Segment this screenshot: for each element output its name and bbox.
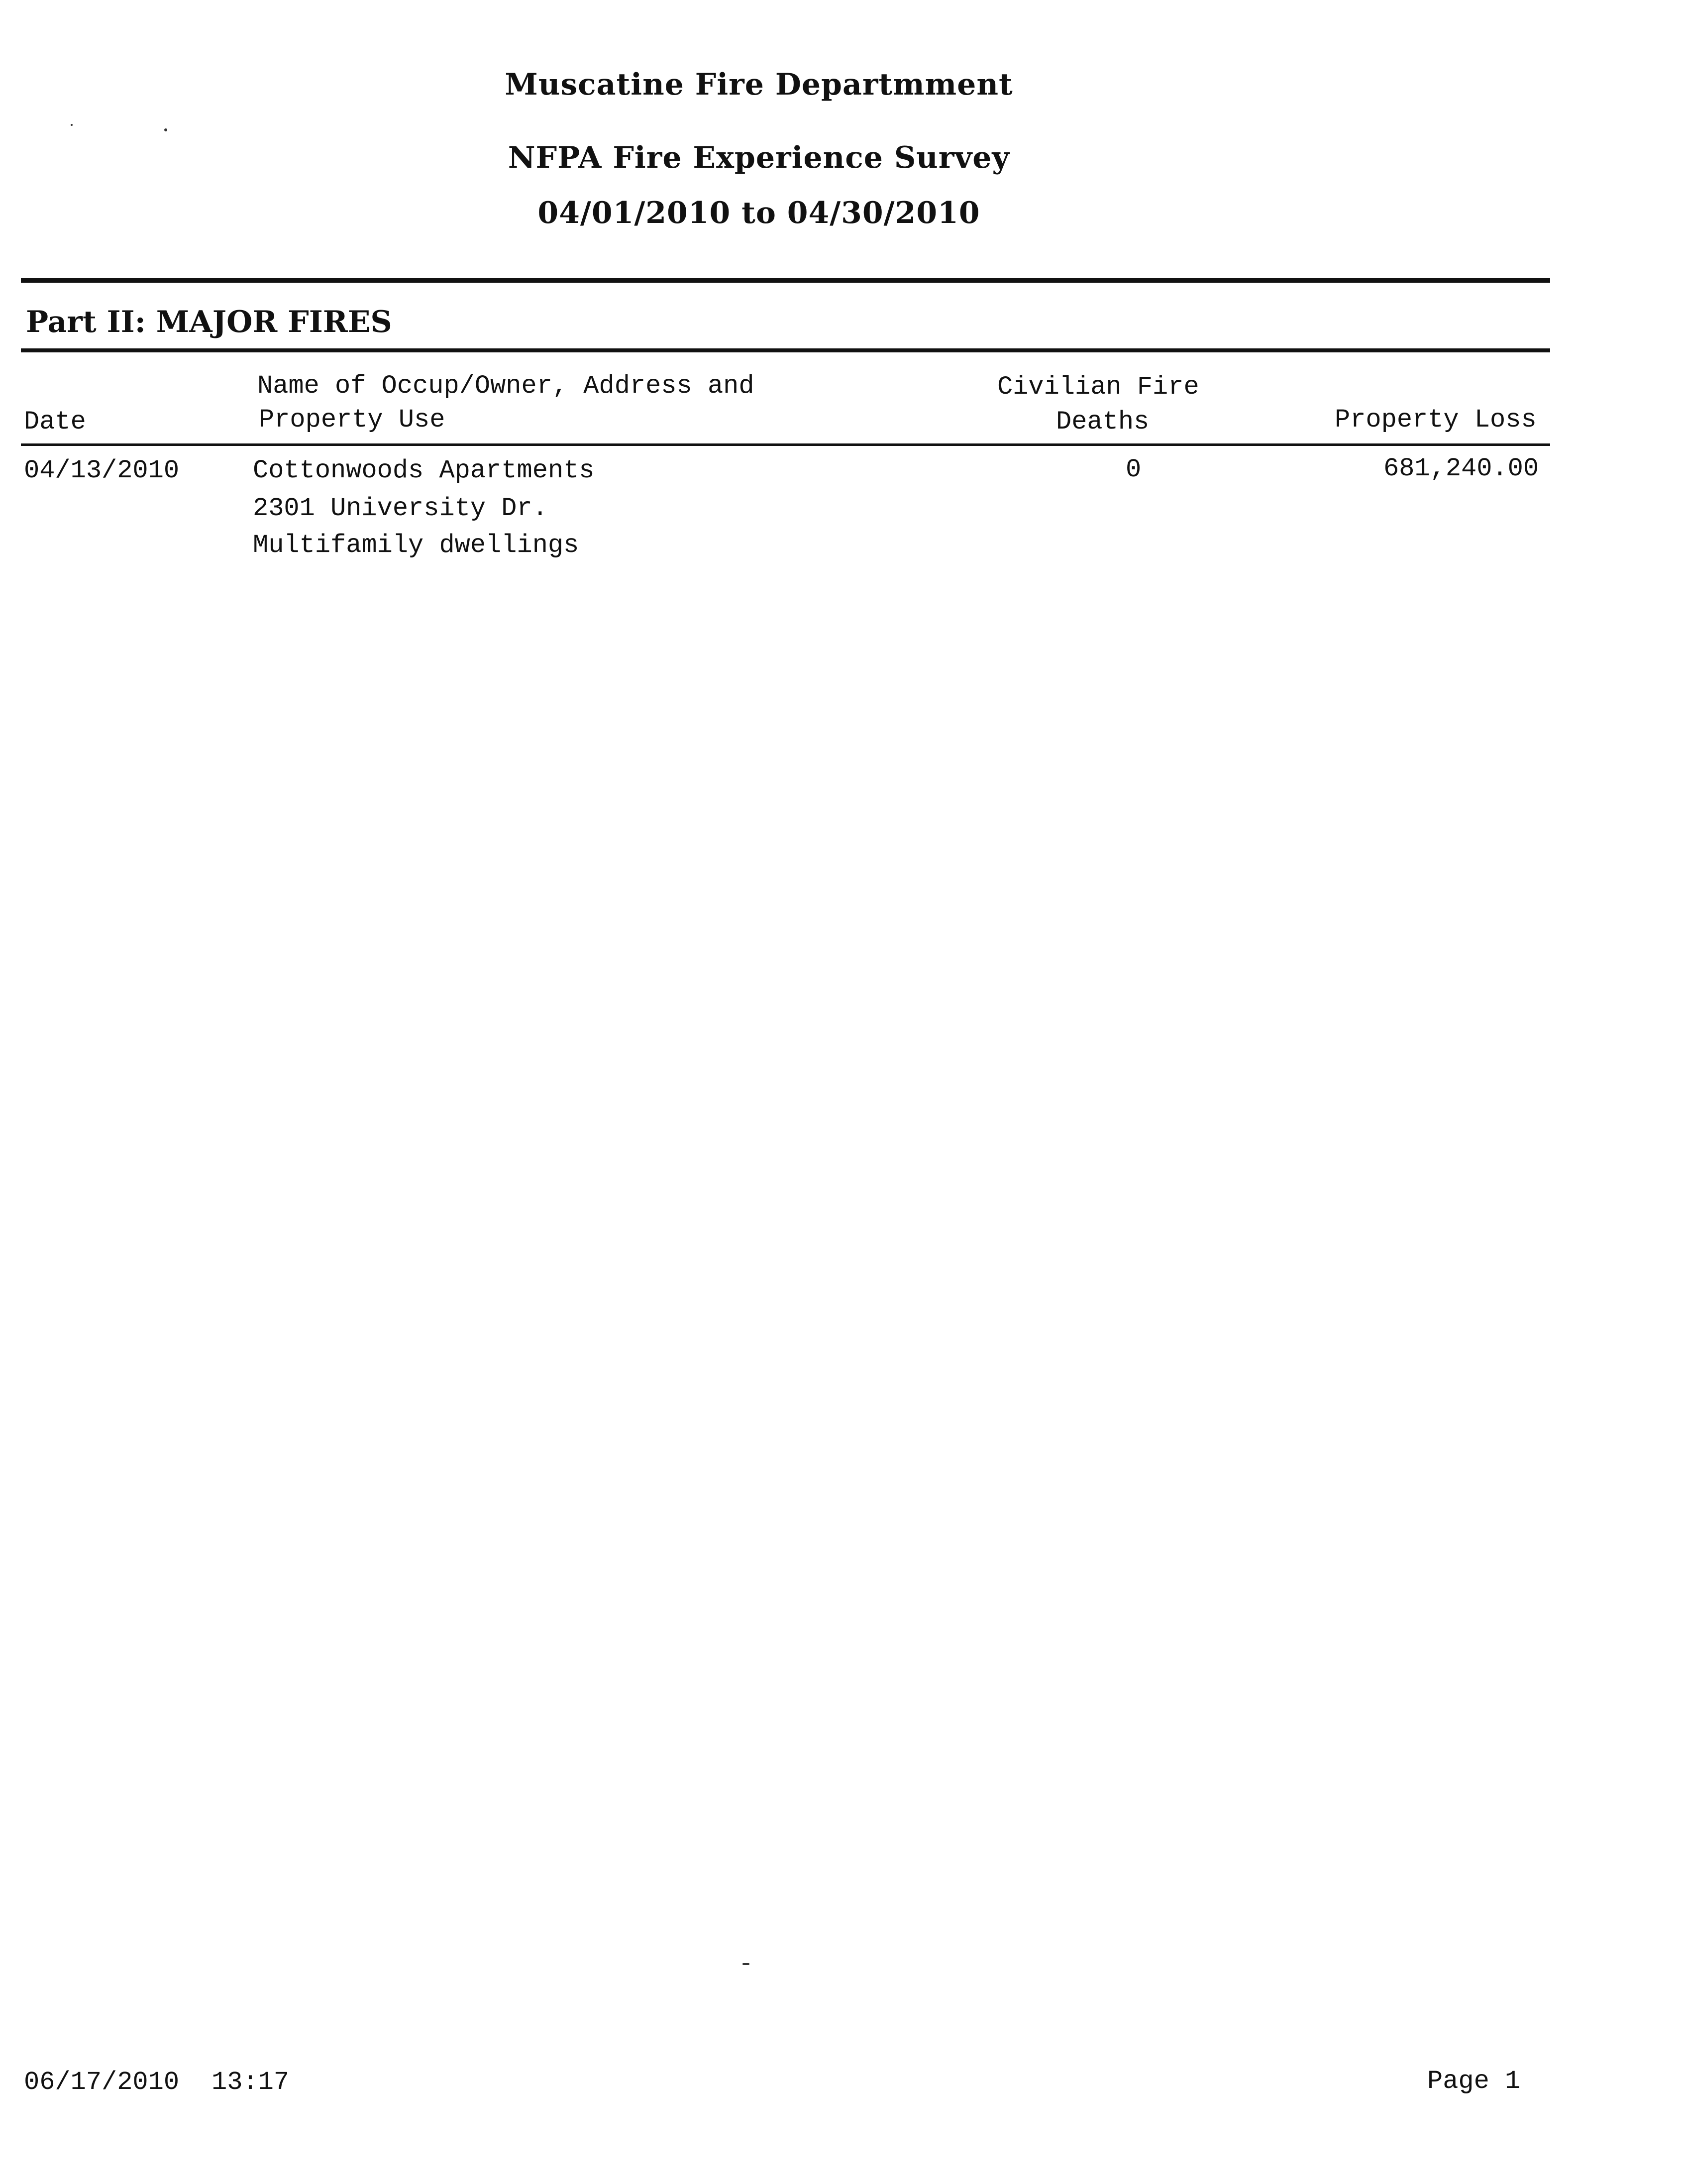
survey-title: NFPA Fire Experience Survey bbox=[508, 140, 1010, 175]
column-header-deaths-line1: Civilian Fire bbox=[997, 372, 1199, 402]
row-civilian-fire-deaths: 0 bbox=[1126, 455, 1142, 484]
organization-title: Muscatine Fire Departmment bbox=[505, 67, 1013, 102]
column-header-name-line1: Name of Occup/Owner, Address and bbox=[257, 371, 754, 401]
column-header-date: Date bbox=[24, 407, 86, 437]
header-divider bbox=[21, 278, 1550, 283]
footer-print-time: 13:17 bbox=[211, 2068, 290, 2097]
section-divider bbox=[21, 348, 1550, 352]
row-property-use: Multifamily dwellings bbox=[253, 531, 579, 560]
footer-page-number: Page 1 bbox=[1427, 2067, 1521, 2096]
footer-print-date: 06/17/2010 bbox=[24, 2068, 180, 2097]
row-property-loss: 681,240.00 bbox=[1383, 454, 1539, 483]
section-title: Part II: MAJOR FIRES bbox=[26, 305, 392, 339]
scan-speck bbox=[742, 1963, 749, 1965]
table-header-divider bbox=[21, 443, 1550, 446]
row-address: 2301 University Dr. bbox=[253, 494, 548, 523]
row-occupant-name: Cottonwoods Apartments bbox=[253, 456, 595, 485]
scan-speck bbox=[71, 124, 73, 126]
column-header-name-line2: Property Use bbox=[259, 405, 445, 435]
column-header-property-loss: Property Loss bbox=[1335, 405, 1537, 435]
scan-speck bbox=[164, 128, 167, 131]
row-date: 04/13/2010 bbox=[24, 456, 180, 485]
column-header-deaths-line2: Deaths bbox=[1056, 407, 1150, 437]
date-range: 04/01/2010 to 04/30/2010 bbox=[537, 196, 980, 230]
